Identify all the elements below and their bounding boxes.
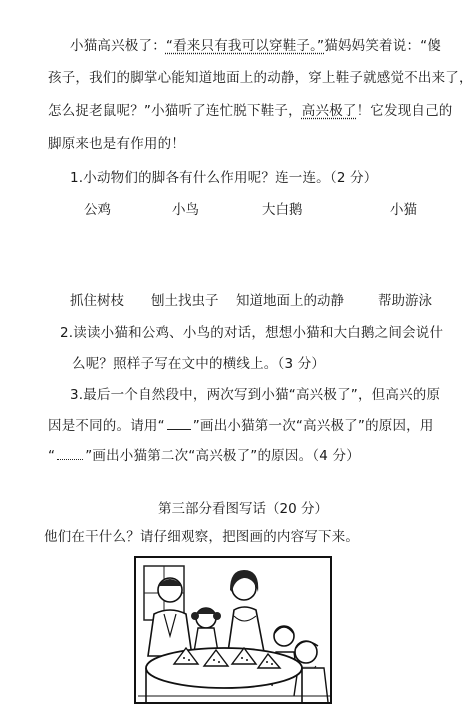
- question-3-line-3: [48, 444, 360, 464]
- q3-text: “: [48, 448, 56, 464]
- question-2-line-1: 2.读读小猫和公鸡、小鸟的对话，想想小猫和大白鹅之间会说什: [60, 325, 444, 341]
- story-text: ！它发现自己的: [356, 103, 453, 119]
- story-quote-dotted: “看来只有我可以穿鞋子。”: [165, 38, 325, 54]
- use-grab-branch[interactable]: 抓住树枝: [70, 293, 124, 309]
- story-happy-dotted: 高兴极了: [301, 103, 357, 119]
- q3-text: ”画出小猫第二次“高兴极了”的原因。（4 分）: [85, 448, 360, 464]
- animal-rooster[interactable]: 公鸡: [84, 202, 111, 218]
- part-3-prompt: 他们在干什么？请仔细观察，把图画的内容写下来。: [44, 529, 360, 545]
- question-3-line-1: 3.最后一个自然段中，两次写到小猫“高兴极了”，但高兴的原: [70, 387, 441, 403]
- question-3-line-2: [48, 414, 434, 434]
- story-line-4: 脚原来也是有作用的！: [48, 136, 185, 152]
- family-watermelon-illustration: [134, 556, 332, 704]
- animal-goose[interactable]: 大白鹅: [262, 202, 303, 218]
- animal-bird[interactable]: 小鸟: [172, 202, 199, 218]
- question-2-line-2: 么呢？照样子写在文中的横线上。（3 分）: [72, 356, 326, 372]
- q3-text: ”画出小猫第一次“高兴极了”的原因，用: [192, 418, 434, 434]
- part-3-title: 第三部分看图写话（20 分）: [158, 501, 328, 517]
- animal-cat[interactable]: 小猫: [390, 202, 417, 218]
- story-text: 小猫高兴极了：: [70, 38, 166, 54]
- wavy-underline-sample: [57, 449, 83, 460]
- story-text: 猫妈妈笑着说：“傻: [324, 38, 442, 54]
- solid-underline-sample: [167, 419, 191, 430]
- story-line-2: 孩子，我们的脚掌心能知道地面上的动静，穿上鞋子就感觉不出来了，: [48, 70, 473, 86]
- question-1-prompt: 1.小动物们的脚各有什么作用呢？连一连。（2 分）: [70, 170, 378, 186]
- use-dig-worms[interactable]: 刨土找虫子: [151, 293, 219, 309]
- story-line-1: [70, 34, 441, 54]
- use-swim[interactable]: 帮助游泳: [378, 293, 432, 309]
- use-sense-ground[interactable]: 知道地面上的动静: [236, 293, 344, 309]
- story-line-3: [48, 99, 453, 119]
- q3-text: 因是不同的。请用“: [48, 418, 165, 434]
- story-text: 怎么捉老鼠呢？”小猫听了连忙脱下鞋子，: [48, 103, 302, 119]
